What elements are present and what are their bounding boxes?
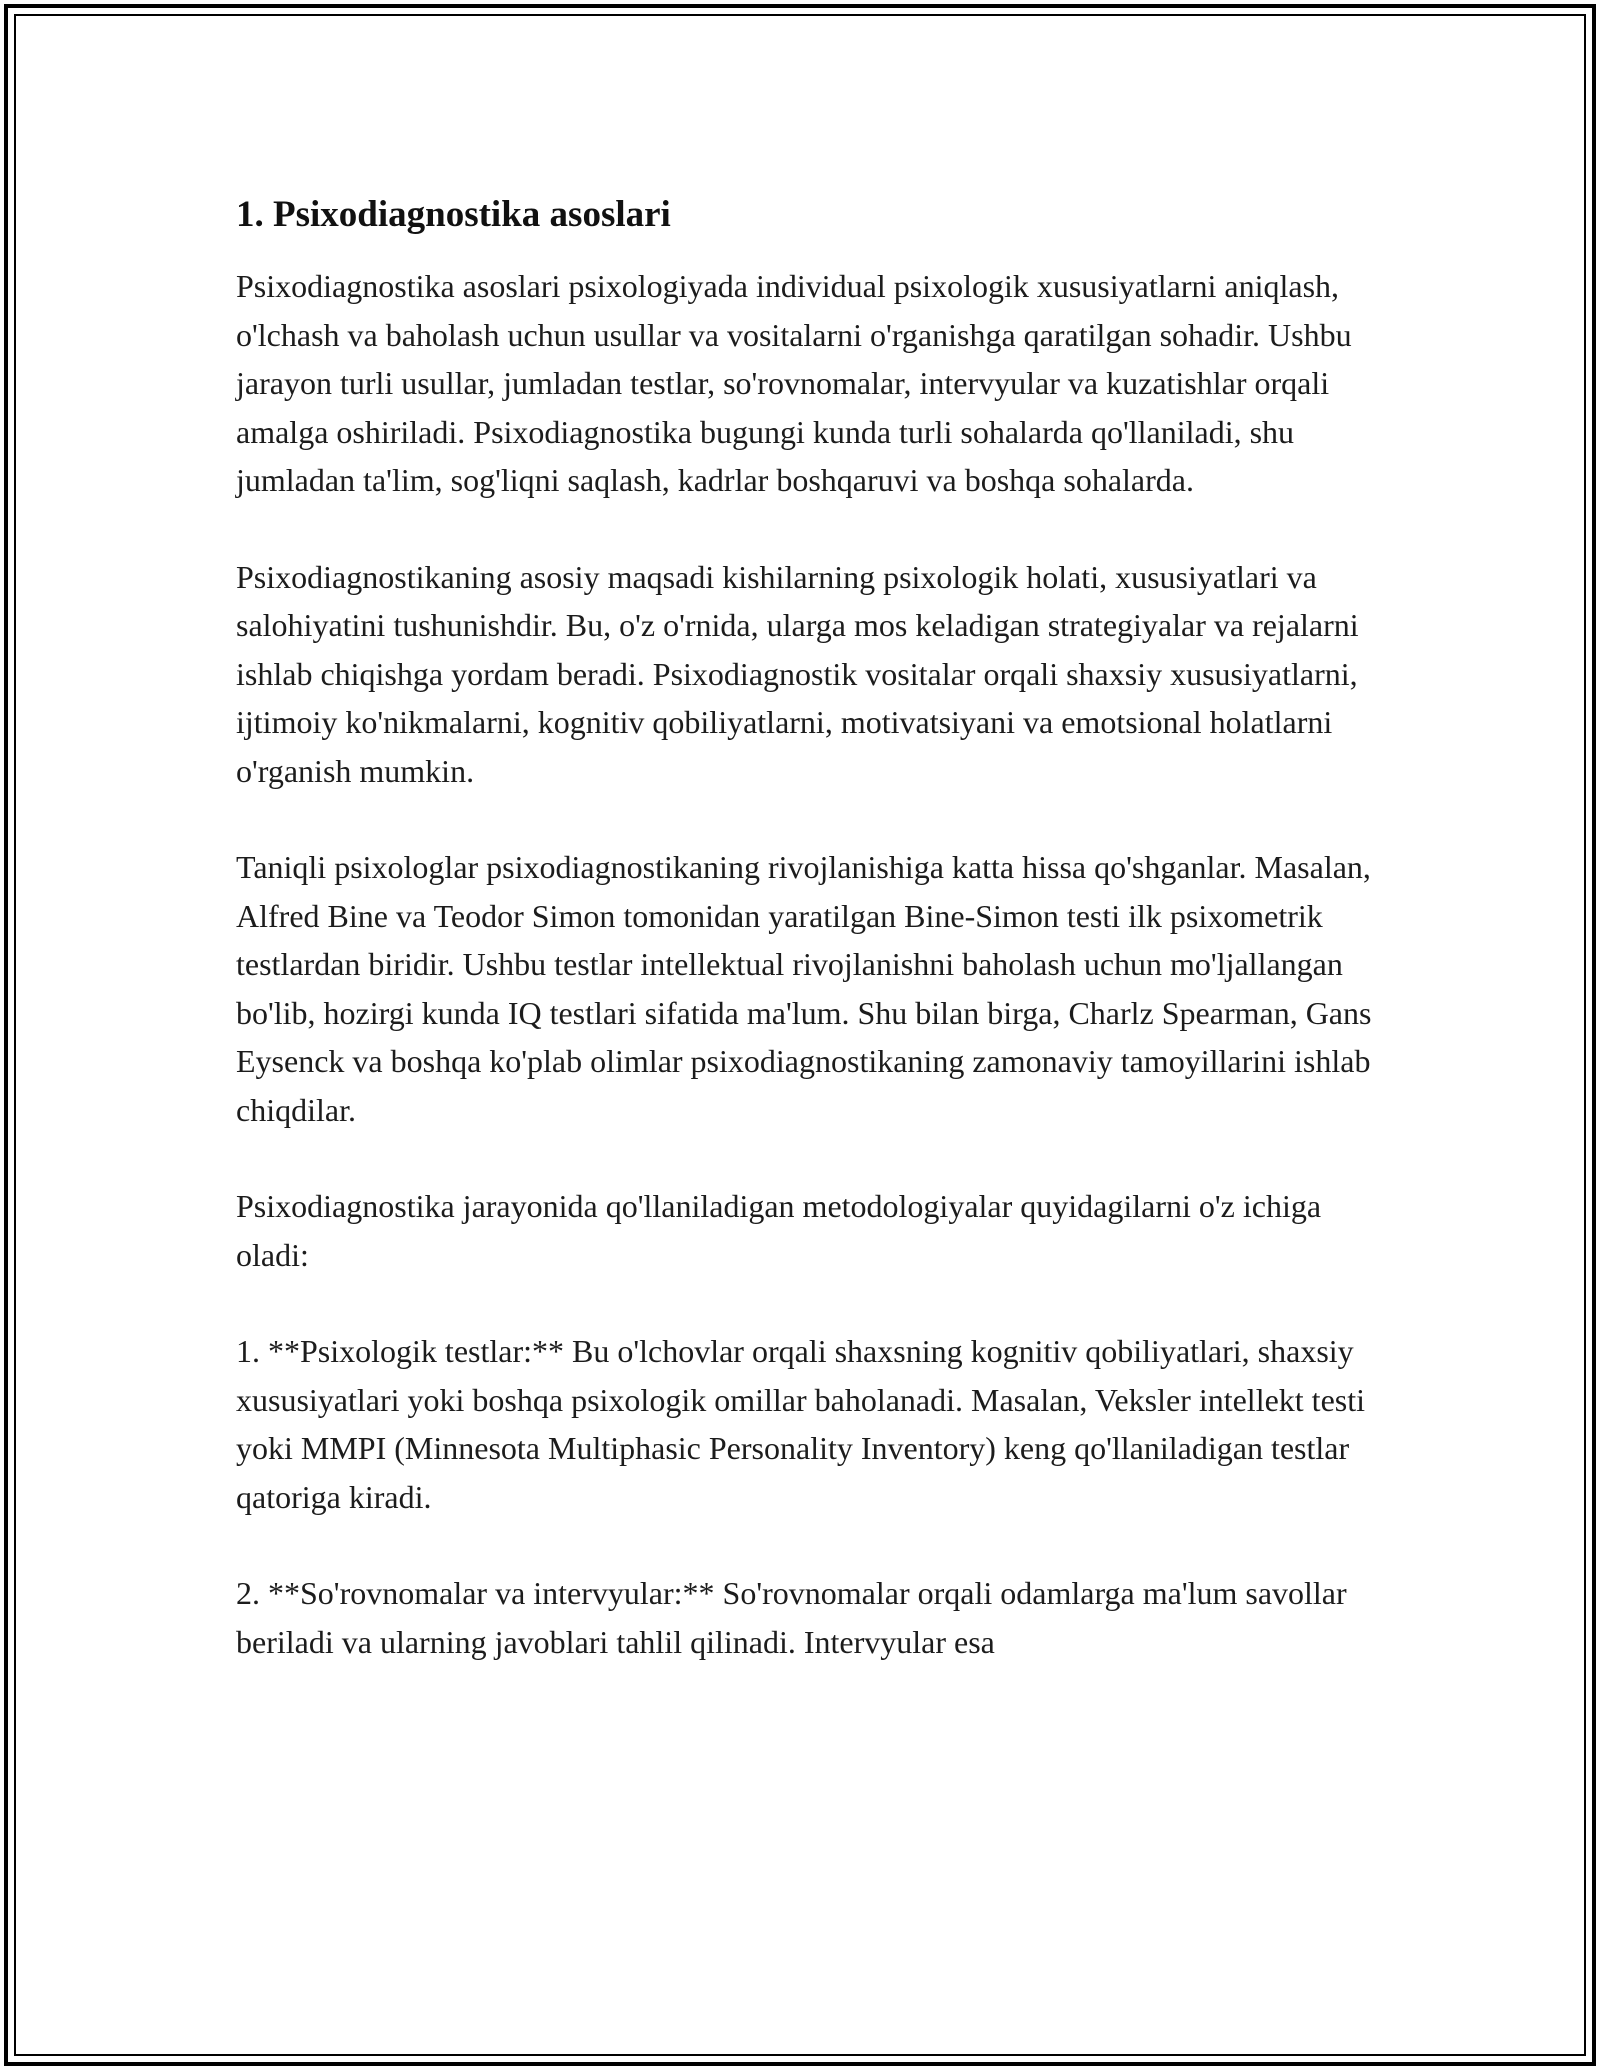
paragraph-intro: Psixodiagnostika asoslari psixologiyada individual psixologik xususiyatlarni aniqlash, o'lchash va baholash uchun usullar va vositalarni o'rganishga qaratilgan sohadir. Ushbu jarayon turli usullar, jumladan testlar, so'rovnomalar, intervyular va kuzatishlar orqali amalga oshiriladi. Psixodiagnostika bugungi kunda turli sohalarda qo'llaniladi, shu jumladan ta'lim, sog'liqni saqlash, kadrlar boshqaruvi va boshqa sohalarda. xyxy=(236,268,1352,498)
section-heading: 1. Psixodiagnostika asoslari xyxy=(236,194,671,235)
paragraph-purpose: Psixodiagnostikaning asosiy maqsadi kishilarning psixologik holati, xususiyatlari va salohiyatini tushunishdir. Bu, o'z o'rnida, ularga mos keladigan strategiyalar va rejalarni ishlab chiqishga yordam beradi. Psixodiagnostik vositalar orqali shaxsiy xususiyatlarni, ijtimoiy ko'nikmalarni, kognitiv qobiliyatlarni, motivatsiyani va emotsional holatlarni o'rganish mumkin. xyxy=(236,558,1359,789)
document-body xyxy=(236,190,1376,1714)
paragraph-method-tests: 1. **Psixologik testlar:** Bu o'lchovlar orqali shaxsning kognitiv qobiliyatlari, shaxsiy xususiyatlari yoki boshqa psixologik omillar baholanadi. Masalan, Veksler intellekt testi yoki MMPI (Minnesota Multiphasic Personality Inventory) keng qo'llaniladigan testlar qatoriga kiradi. xyxy=(236,1333,1365,1515)
paragraph-method-surveys: 2. **So'rovnomalar va intervyular:** So'rovnomalar orqali odamlarga ma'lum savollar beriladi va ularning javoblari tahlil qilinadi. Intervyular esa xyxy=(236,1575,1347,1660)
paragraph-methodologies-intro: Psixodiagnostika jarayonida qo'llaniladigan metodologiyalar quyidagilarni o'z ichiga oladi: xyxy=(236,1188,1322,1273)
paragraph-history: Taniqli psixologlar psixodiagnostikaning rivojlanishiga katta hissa qo'shganlar. Masalan, Alfred Bine va Teodor Simon tomonidan yaratilgan Bine-Simon testi ilk psixometrik testlardan biridir. Ushbu testlar intellektual rivojlanishni baholash uchun mo'ljallangan bo'lib, hozirgi kunda IQ testlari sifatida ma'lum. Shu bilan birga, Charlz Spearman, Gans Eysenck va boshqa ko'plab olimlar psixodiagnostikaning zamonaviy tamoyillarini ishlab chiqdilar. xyxy=(236,849,1372,1128)
